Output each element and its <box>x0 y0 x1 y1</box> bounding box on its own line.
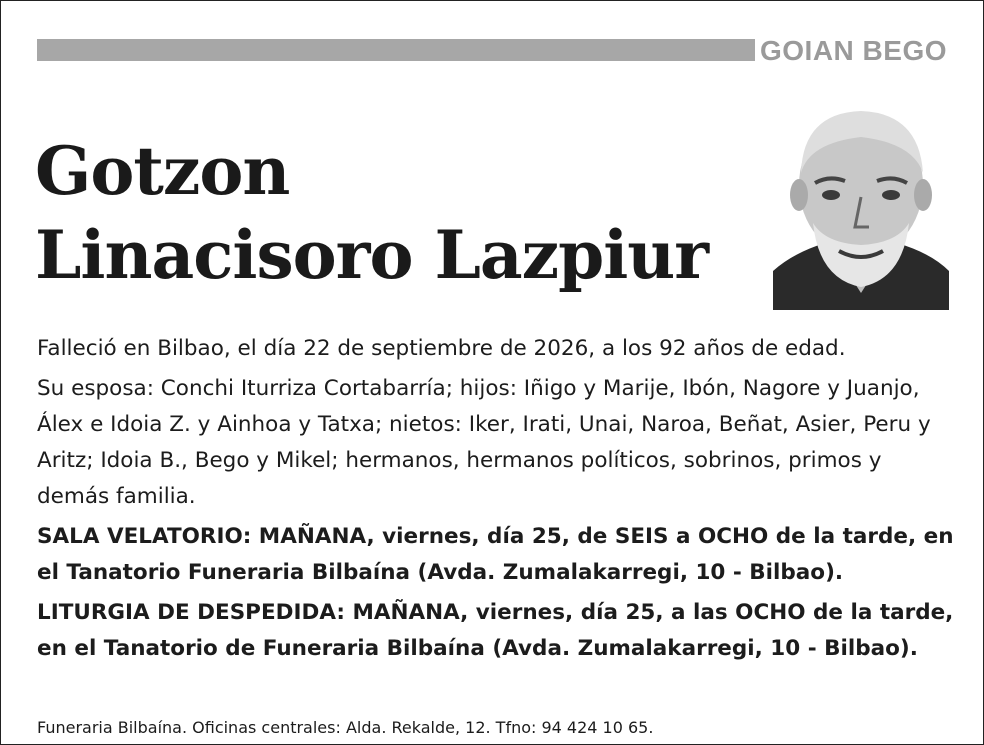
footer-text: Funeraria Bilbaína. Oficinas centrales: Alda. Rekalde, 12. Tfno: 94 424 10 65. <box>37 718 654 737</box>
portrait-photo <box>773 103 949 310</box>
liturgy-statement: LITURGIA DE DESPEDIDA: MAÑANA, viernes, día 25, a las OCHO de la tarde, en el Tanatorio de Funeraria Bilbaína (Avda. Zumalakarregi, 10 - Bilbao). <box>37 600 954 661</box>
wake-statement: SALA VELATORIO: MAÑANA, viernes, día 25, de SEIS a OCHO de la tarde, en el Tanatorio Funeraria Bilbaína (Avda. Zumalakarregi, 10 - Bilbao). <box>37 524 954 585</box>
deceased-surnames: Linacisoro Lazpiur <box>35 216 709 294</box>
notice-body <box>37 331 957 671</box>
header-bar <box>37 39 755 61</box>
family-statement: Su esposa: Conchi Iturriza Cortabarría; hijos: Iñigo y Marije, Ibón, Nagore y Juanjo, Álex e Idoia Z. y Ainhoa y Tatxa; nietos: Iker, Irati, Unai, Naroa, Beñat, Asier, Peru y Aritz; Idoia B., Bego y Mikel; hermanos, hermanos políticos, sobrinos, primos y demás familia. <box>37 376 931 509</box>
header-label: GOIAN BEGO <box>759 35 947 66</box>
portrait-icon <box>773 103 949 310</box>
deceased-first-name: Gotzon <box>35 132 290 210</box>
death-statement: Falleció en Bilbao, el día 22 de septiembre de 2026, a los 92 años de edad. <box>37 336 846 361</box>
deceased-name <box>35 129 708 297</box>
